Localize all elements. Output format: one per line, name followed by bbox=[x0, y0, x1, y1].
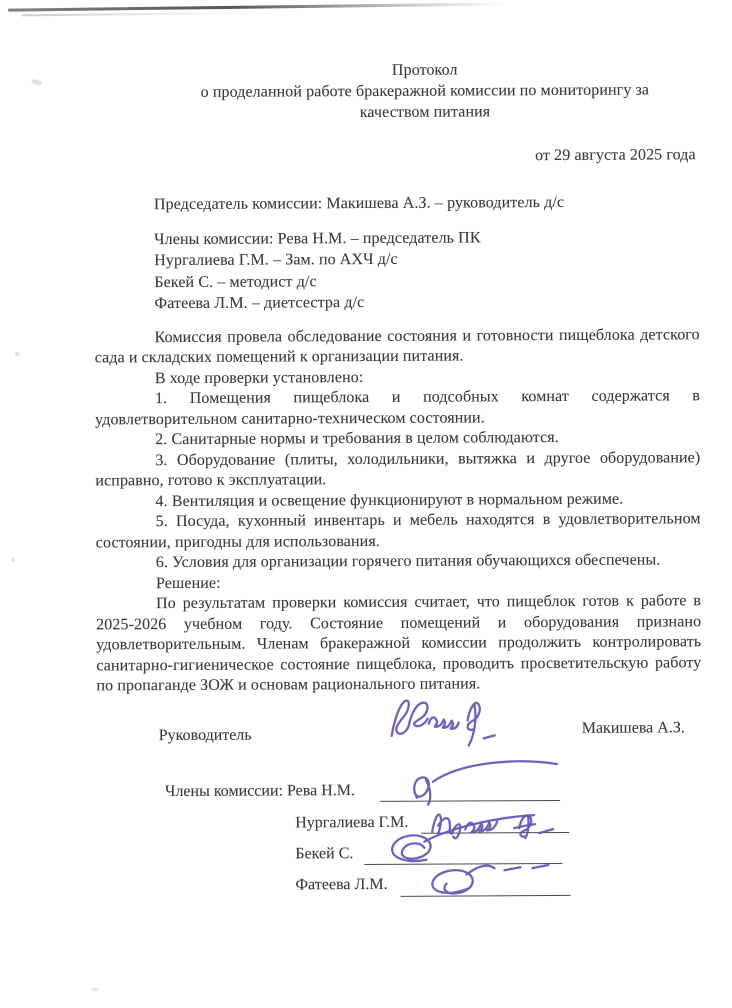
scan-noise-speck bbox=[15, 352, 20, 356]
member-signature-label: Члены комиссии: Рева Н.М. bbox=[164, 782, 356, 801]
page-edge-scan-artifact-secondary bbox=[22, 12, 257, 16]
body-paragraph: Решение: bbox=[155, 574, 221, 592]
body-paragraph: В ходе проверки установлено: bbox=[154, 368, 364, 387]
scan-noise-speck bbox=[31, 78, 43, 86]
scan-noise-speck bbox=[11, 558, 15, 562]
document-body bbox=[95, 325, 702, 697]
member-line: Члены комиссии: Рева Н.М. – председатель ПК bbox=[154, 229, 481, 249]
member-signature-label: Фатеева Л.М. bbox=[295, 875, 388, 894]
member-line: Бекей С. – методист д/с bbox=[154, 273, 317, 291]
document-date: от 29 августа 2025 года bbox=[535, 146, 696, 165]
scan-noise-speck bbox=[91, 987, 98, 991]
chairman-line: Председатель комиссии: Макишева А.З. – руководитель д/с bbox=[153, 193, 565, 213]
member-line: Нургалиева Г.М. – Зам. по АХЧ д/с bbox=[154, 251, 398, 270]
title-line-2: о проделанной работе бракеражной комиссии по мониторингу за bbox=[200, 81, 650, 101]
members-list bbox=[154, 226, 699, 314]
body-paragraph: 2. Санитарные нормы и требования в целом соблюдаются. bbox=[155, 429, 559, 449]
head-signature-name: Макишева А.З. bbox=[581, 719, 685, 737]
body-paragraph: По результатам проверки комиссия считает, что пищеблок готов к работе в 2025-2026 учебном году. Состояние помещений и оборудования признано удовлетворительным. Членам бракеражной комиссии продолжить контролировать санитарно-гигиеническое состояние пищеблока, проводить просветительскую работу по пропаганде ЗОЖ и основам рационального питания. bbox=[96, 592, 702, 695]
signature-ink-fateeva bbox=[390, 850, 575, 901]
body-paragraph: 6. Условия для организации горячего питания обучающихся обеспечены. bbox=[155, 551, 661, 572]
body-paragraph: 3. Оборудование (плиты, холодильники, вытяжка и другое оборудование) исправно, готово к эксплуатации. bbox=[95, 448, 701, 490]
member-signature-label: Нургалиева Г.М. bbox=[295, 813, 409, 832]
title-line-1: Протокол bbox=[391, 61, 458, 79]
member-line: Фатеева Л.М. – диетсестра д/с bbox=[154, 294, 365, 313]
body-paragraph: 5. Посуда, кухонный инвентарь и мебель находятся в удовлетворительном состоянии, пригодны для использования. bbox=[95, 510, 701, 552]
document-content bbox=[93, 58, 701, 697]
title-line-3: качеством питания bbox=[359, 103, 491, 122]
signature-ink-makisheva bbox=[384, 687, 502, 754]
member-signature-label: Бекей С. bbox=[295, 845, 354, 863]
page-edge-scan-artifact bbox=[8, 3, 506, 12]
body-paragraph: Комиссия провела обследование состояния и готовности пищеблока детского сада и складских помещений к организации питания. bbox=[94, 325, 700, 367]
head-signature-role: Руководитель bbox=[158, 726, 252, 745]
signature-ink-reva bbox=[399, 755, 564, 808]
document-title bbox=[93, 58, 698, 124]
body-paragraph: 4. Вентиляция и освещение функционируют в нормальном режиме. bbox=[155, 490, 624, 510]
body-paragraph: 1. Помещения пищеблока и подсобных комнат содержатся в удовлетворительном санитарно-техническом состоянии. bbox=[95, 387, 701, 429]
